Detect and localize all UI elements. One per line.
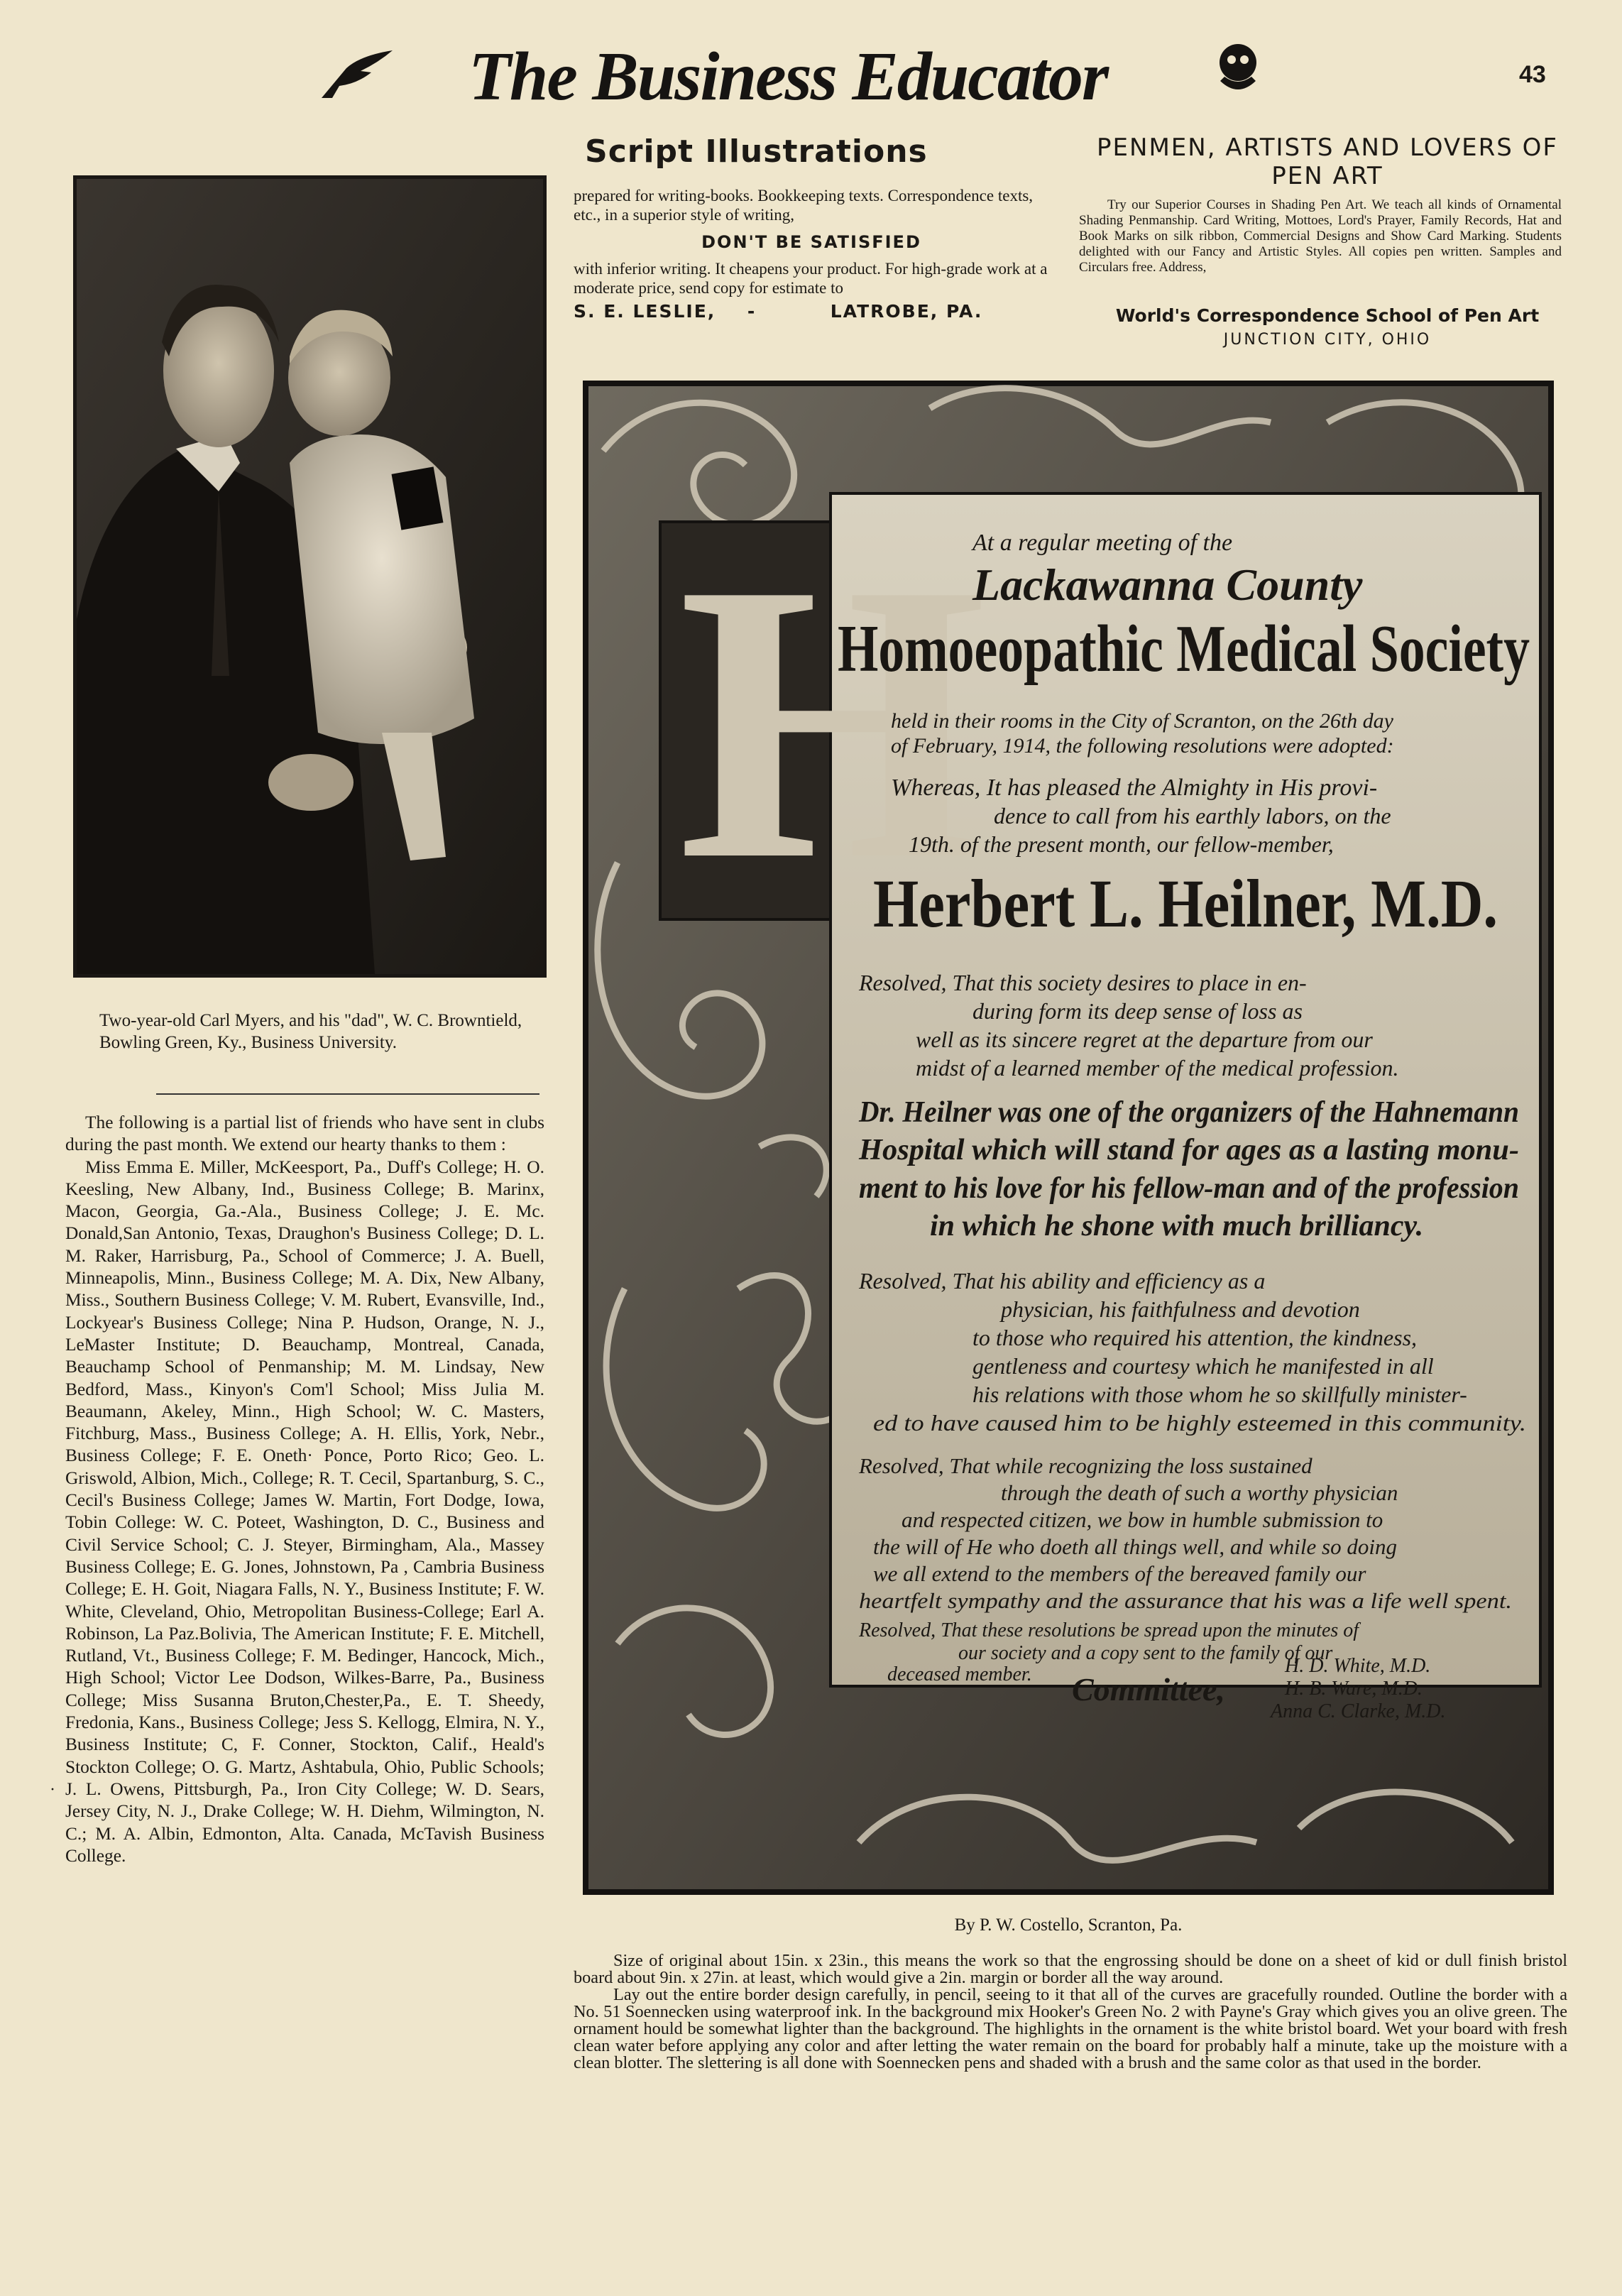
eng-line-30: Resolved, That these resolutions be spread upon the minutes of <box>859 1619 1359 1641</box>
eng-line-27: the will of He who doeth all things well, and while so doing <box>873 1534 1397 1559</box>
eng-line-3: Homoeopathic Medical Society <box>838 612 1530 686</box>
eng-line-12: well as its sincere regret at the departure from our <box>916 1027 1373 1052</box>
eng-line-15: Hospital which will stand for ages as a lasting monu- <box>857 1134 1519 1166</box>
eng-line-10: Resolved, That this society desires to place in en- <box>859 970 1307 995</box>
eng-line-9: Herbert L. Heilner, M.D. <box>873 865 1498 941</box>
script-ad-line1: prepared for writing-books. Bookkeeping texts. Correspondence texts, etc., in a superior style of writing, <box>574 187 1034 224</box>
eng-line-28: we all extend to the members of the bereaved family our <box>873 1561 1366 1586</box>
penmen-ad-title: PENMEN, ARTISTS AND LOVERS OF PEN ART <box>1097 133 1558 190</box>
script-ad-place: LATROBE, PA. <box>830 301 983 322</box>
script-ad-line2: with inferior writing. It cheapens your product. For high-grade work at a moderate price, send copy for estimate to <box>574 260 1048 297</box>
eng-committee: Committee, <box>1072 1671 1225 1707</box>
pen-nib-icon <box>318 47 396 104</box>
svg-text:H: H <box>678 502 987 942</box>
penmen-ad-city: JUNCTION CITY, OHIO <box>1223 331 1432 349</box>
eng-line-18: Resolved, That his ability and efficiency as a <box>859 1268 1266 1294</box>
script-ad-title: Script Illustrations <box>585 133 928 170</box>
eng-line-24: Resolved, That while recognizing the loss sustained <box>859 1453 1313 1478</box>
eng-sig-2: H. B. Ware, M.D. <box>1285 1678 1423 1700</box>
page-number: 43 <box>1519 61 1546 88</box>
eng-line-2: Lackawanna County <box>972 559 1363 610</box>
eng-line-7: dence to call from his earthly labors, on the <box>994 803 1391 829</box>
eng-line-14: Dr. Heilner was one of the organizers of the Hahnemann <box>858 1096 1519 1129</box>
eng-line-20: to those who required his attention, the kindness, <box>972 1325 1418 1350</box>
eng-line-22: his relations with those whom he so skillfully minister- <box>972 1382 1467 1407</box>
eng-line-26: and respected citizen, we bow in humble submission to <box>902 1507 1383 1532</box>
portrait-image <box>77 179 543 974</box>
script-ad-name: S. E. LESLIE, <box>574 301 716 322</box>
eng-line-19: physician, his faithfulness and devotion <box>1001 1296 1360 1322</box>
script-ad-signature <box>574 302 1049 321</box>
friends-list: Miss Emma E. Miller, McKeesport, Pa., Duff's College; H. O. Keesling, New Albany, Ind., Business College; B. Marinx, Macon, Georgia, Ga.-Ala., Business College; J. E. Mc. Donald,San Antonio, Texas, Draughon's Business College; D. L. M. Raker, Harrisburg, Pa., School of Commerce; J. A. Buell, Minneapolis, Minn., Business College; M. A. Dix, New Albany, Miss., Southern Business College; V. M. Rubert, Evansville, Ind., Lockyear's Business College; Nina P. Hudson, Orange, N. J., LeMaster Institute; D. Beauchamp, Montreal, Canada, Beauchamp School of Penmanship; M. M. Lindsay, New Bedford, Mass., Kinyon's Com'l School; Miss Julia M. Beaumann, Akeley, Minn., High School; W. C. Masters, Fitchburg, Mass., Business College; A. H. Ellis, York, Nebr., Business College; F. E. Oneth· Ponce, Porto Rico; Geo. L. Griswold, Albion, Mich., College; R. T. Cecil, Spartanburg, S. C., Cecil's Business College; James W. Martin, Fort Dodge, Iowa, Tobin College: W. C. Poteet, Washington, D. C., Business and Civil Service School; C. J. Steyer, Birmingham, Ala., Massey Business College; E. G. Jones, Johnstown, Pa , Cambria Business College; E. H. Goit, Niagara Falls, N. Y., Business Institute; F. W. White, Cleveland, Ohio, Metropolitan Business-College; Earl A. Robinson, La Paz.Bolivia, The American Institute; F. E. Mitchell, Rutland, Vt., Business College; F. M. Bedinger, Hancock, Mich., High School; Victor Lee Dodson, Wilkes-Barre, Pa., Business College; Miss Susanna Bruton,Chester,Pa., E. T. Sheedy, Fredonia, Kans., Business College; Jess S. Kellogg, Elmira, N. Y., Business Institute; C, F. Conner, Stockton, Calif., Heald's Stockton College; O. G. Martz, Ashtabula, Ohio, Public Schools; J. L. Owens, Pittsburgh, Pa., Iron City College; W. D. Sears, Jersey City, N. J., Drake College; W. H. Diehm, Wilmington, N. C.; M. A. Albin, Edmonton, Alta. Canada, McTavish Business College. <box>65 1157 544 1866</box>
photo-caption: Two-year-old Carl Myers, and his "dad", W. C. Browntield, Bowling Green, Ky., Business University. <box>99 1011 522 1052</box>
eng-line-16: ment to his love for his fellow-man and of the profession <box>859 1172 1519 1205</box>
portrait-photo <box>73 175 547 978</box>
friends-intro: The following is a partial list of friends who have sent in clubs during the past month. We extend our hearty thanks to them : <box>65 1113 544 1155</box>
eng-line-5: of February, 1914, the following resolutions were adopted: <box>891 734 1394 758</box>
eng-line-23: ed to have caused him to be highly esteemed in this community. <box>873 1410 1526 1436</box>
eng-line-31: our society and a copy sent to the family of our <box>958 1642 1333 1664</box>
emblem-icon <box>1210 41 1266 97</box>
engraving-credit: By P. W. Costello, Scranton, Pa. <box>954 1915 1183 1935</box>
masthead-title: The Business Educator <box>468 38 1108 115</box>
eng-line-4: held in their rooms in the City of Scranton, on the 26th day <box>891 709 1393 733</box>
eng-sig-1: H. D. White, M.D. <box>1285 1655 1431 1677</box>
instructions-article <box>574 1952 1567 2072</box>
engrossed-resolution <box>575 366 1562 1899</box>
script-ad-center: DON'T BE SATISFIED <box>701 232 921 252</box>
instructions-p1: Size of original about 15in. x 23in., this means the work so that the engrossing should be done on a sheet of kid or dull finish bristol board about 9in. x 27in. at least, which would give a 2in. margin or border all the way around. <box>574 1951 1567 1987</box>
eng-line-1: At a regular meeting of the <box>972 530 1233 556</box>
stray-mark: · <box>50 1781 55 1799</box>
friends-list-article <box>65 1112 544 1867</box>
eng-line-8: 19th. of the present month, our fellow-member, <box>909 831 1334 857</box>
penmen-ad-body: Try our Superior Courses in Shading Pen Art. We teach all kinds of Ornamental Shading Penmanship. Card Writing, Mottoes, Lord's Prayer, Family Records, Hat and Book Marks on silk ribbon, Commercial Designs and Show Card Marking. Students delighted with our Fancy and Artistic Styles. All copies pen written. Samples and Circulars free. Address, <box>1079 197 1562 275</box>
penmen-ad-school: World's Correspondence School of Pen Art <box>1115 305 1540 326</box>
script-ad <box>574 186 1049 321</box>
divider-rule <box>156 1093 539 1095</box>
eng-line-21: gentleness and courtesy which he manifested in all <box>972 1353 1434 1379</box>
eng-line-25: through the death of such a worthy physician <box>1001 1480 1398 1505</box>
instructions-p2: Lay out the entire border design carefully, in pencil, seeing to it that all of the curves are gracefully rounded. Outline the border with a No. 51 Soennecken using waterproof ink. In the background mix Hooker's Green No. 2 with Payne's Gray which gives you an olive green. The ornament hould be somewhat lighter than the background. The highlights in the ornament is the white bristol board. Wet your board with fresh clean water before applying any color and after letting the water remain on the board for probably half a minute, take up the moisture with a clean blotter. The slettering is all done with Soennecken pens and shaded with a brush and the same color as that used in the border. <box>574 1985 1567 2072</box>
eng-line-6: Whereas, It has pleased the Almighty in His provi- <box>891 775 1378 801</box>
eng-line-17: in which he shone with much brilliancy. <box>930 1210 1424 1242</box>
eng-line-32: deceased member. <box>887 1663 1032 1685</box>
eng-line-13: midst of a learned member of the medical profession. <box>916 1055 1399 1081</box>
eng-line-11: during form its deep sense of loss as <box>972 998 1303 1024</box>
eng-line-29: heartfelt sympathy and the assurance that his was a life well spent. <box>859 1588 1512 1613</box>
script-ad-dash: - <box>747 301 757 322</box>
eng-sig-3: Anna C. Clarke, M.D. <box>1271 1700 1446 1722</box>
